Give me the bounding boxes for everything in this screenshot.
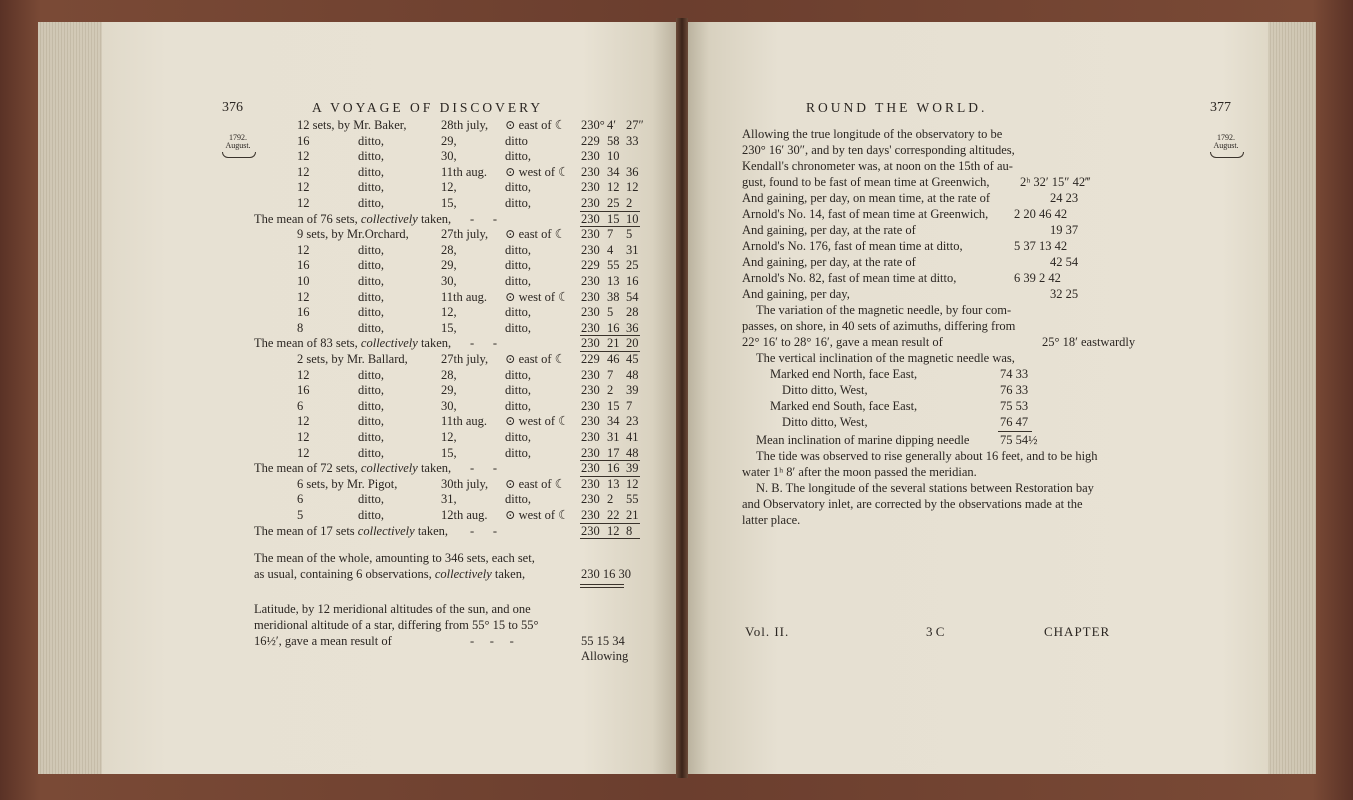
table-cell-minutes: 2: [607, 383, 614, 398]
table-cell-seconds: 12: [626, 180, 639, 195]
table-cell-minutes: 2: [607, 492, 614, 507]
table-cell-date: 12,: [441, 180, 457, 195]
table-cell-observation: ⊙ west of ☾: [505, 164, 570, 179]
group-mean-degrees: 230: [581, 461, 600, 476]
group-mean-minutes: 21: [607, 336, 620, 351]
text-value: 24 23: [1050, 191, 1079, 205]
table-cell-ditto: ditto,: [358, 133, 385, 148]
group-mean-dashes: - -: [470, 461, 498, 476]
table-cell-sets: 12: [297, 164, 310, 179]
table-cell-degrees: 230: [581, 227, 600, 242]
group-mean-dashes: - -: [470, 523, 498, 538]
table-cell-ditto: ditto,: [358, 164, 385, 179]
table-cell-sets: 12: [297, 242, 310, 257]
text-line: Ditto ditto, West,: [782, 383, 868, 397]
volume-number: Vol. II.: [745, 624, 790, 639]
group-mean-minutes: 15: [607, 211, 620, 226]
table-cell-seconds: 23: [626, 414, 639, 429]
table-cell-sets: 9 sets, by Mr.Orchard,: [297, 227, 409, 242]
table-cell-ditto: ditto,: [358, 492, 385, 507]
group-mean-label: The mean of 83 sets, collectively taken,: [254, 336, 452, 351]
left-side-month: August.: [225, 141, 251, 150]
whole-mean-value: 230 16 30: [581, 567, 631, 581]
table-cell-degrees: 230: [581, 430, 600, 444]
table-cell-observation: ditto,: [505, 398, 532, 413]
right-folio: 377: [1210, 100, 1231, 115]
whole-mean-line2: as usual, containing 6 observations, collectively taken,: [254, 567, 526, 581]
table-cell-observation: ditto,: [505, 274, 532, 288]
text-value: 19 37: [1050, 223, 1079, 237]
table-cell-ditto: ditto,: [358, 430, 385, 444]
left-page-edges: [38, 22, 102, 774]
table-cell-observation: ⊙ west of ☾: [505, 508, 570, 522]
text-line: And gaining, per day, at the rate of: [742, 223, 916, 237]
table-cell-minutes: 55: [607, 258, 620, 273]
latitude-line3: 16½′, gave a mean result of: [254, 634, 392, 648]
table-cell-sets: 2 sets, by Mr. Ballard,: [297, 352, 408, 366]
latitude-dashes: - - -: [470, 634, 514, 648]
group-mean-dashes: - -: [470, 211, 498, 226]
table-cell-sets: 16: [297, 258, 310, 273]
group-mean-label: The mean of 76 sets, collectively taken,: [254, 211, 452, 226]
table-cell-minutes: 34: [607, 414, 620, 429]
table-cell-minutes: 7: [607, 367, 614, 382]
table-cell-date: 29,: [441, 383, 457, 398]
book-gutter: [676, 18, 688, 778]
table-cell-minutes: 34: [607, 164, 620, 179]
table-cell-ditto: ditto,: [358, 149, 385, 164]
table-cell-date: 30,: [441, 149, 457, 164]
table-cell-sets: 12: [297, 149, 310, 164]
table-cell-seconds: 36: [626, 320, 639, 335]
group-mean-degrees: 230: [581, 211, 600, 226]
text-line: And gaining, per day, on mean time, at the rate of: [742, 191, 991, 205]
table-cell-date: 27th july,: [441, 227, 489, 242]
table-cell-ditto: ditto,: [358, 196, 385, 210]
right-running-head: ROUND THE WORLD.: [806, 100, 988, 115]
table-cell-observation: ditto,: [505, 196, 532, 210]
group-mean-label: The mean of 17 sets collectively taken,: [254, 523, 449, 538]
group-mean-seconds: 20: [626, 336, 639, 351]
table-cell-ditto: ditto,: [358, 445, 385, 460]
table-cell-seconds: 39: [626, 383, 639, 398]
table-cell-degrees: 229: [581, 133, 600, 148]
table-cell-degrees: 230: [581, 274, 600, 288]
table-cell-minutes: 13: [607, 274, 620, 288]
table-cell-observation: ditto,: [505, 180, 532, 195]
table-cell-minutes: 46: [607, 352, 620, 366]
table-cell-observation: ditto,: [505, 430, 532, 444]
table-cell-sets: 16: [297, 305, 310, 320]
table-cell-degrees: 230: [581, 476, 600, 491]
table-cell-seconds: 27″: [626, 118, 644, 132]
table-cell-date: 15,: [441, 196, 457, 210]
text-value: 5 37 13 42: [1014, 239, 1068, 253]
table-cell-degrees: 230: [581, 445, 600, 460]
text-line: Arnold's No. 82, fast of mean time at ditto,: [742, 271, 957, 285]
table-cell-observation: ditto,: [505, 492, 532, 507]
table-cell-degrees: 230: [581, 289, 600, 304]
table-cell-observation: ditto,: [505, 320, 532, 335]
right-page-edges: [1268, 22, 1316, 774]
text-line: passes, on shore, in 40 sets of azimuths, differing from: [742, 319, 1016, 333]
table-cell-ditto: ditto,: [358, 305, 385, 320]
table-rule: [580, 538, 640, 539]
table-cell-degrees: 230: [581, 164, 600, 179]
table-cell-date: 11th aug.: [441, 414, 488, 429]
table-cell-minutes: 10: [607, 149, 620, 164]
signature-mark: 3 C: [926, 624, 945, 639]
table-cell-observation: ditto,: [505, 242, 532, 257]
table-cell-ditto: ditto,: [358, 274, 385, 288]
table-cell-degrees: 230: [581, 320, 600, 335]
table-cell-ditto: ditto,: [358, 242, 385, 257]
latitude-line2: meridional altitude of a star, differing from 55° 15 to 55°: [254, 618, 539, 632]
table-cell-sets: 6 sets, by Mr. Pigot,: [297, 476, 398, 491]
table-cell-ditto: ditto,: [358, 508, 385, 522]
text-line: The variation of the magnetic needle, by four com-: [756, 303, 1012, 317]
table-cell-sets: 12: [297, 289, 310, 304]
table-cell-sets: 8: [297, 320, 304, 335]
table-cell-seconds: 21: [626, 508, 639, 522]
table-cell-date: 30th july,: [441, 476, 489, 491]
text-line: Arnold's No. 176, fast of mean time at ditto,: [742, 239, 963, 253]
text-value: 2ʰ 32′ 15″ 42‴: [1020, 175, 1091, 189]
table-cell-minutes: 4′: [607, 118, 616, 132]
text-line: latter place.: [742, 513, 801, 527]
table-cell-seconds: 28: [626, 305, 639, 320]
table-cell-sets: 12: [297, 367, 310, 382]
table-cell-minutes: 7: [607, 227, 614, 242]
table-cell-seconds: 41: [626, 430, 639, 444]
text-line: N. B. The longitude of the several stations between Restoration bay: [756, 481, 1094, 495]
table-cell-degrees: 229: [581, 258, 600, 273]
table-cell-sets: 12: [297, 445, 310, 460]
text-value: 32 25: [1050, 287, 1079, 301]
table-cell-seconds: 36: [626, 164, 639, 179]
table-cell-minutes: 17: [607, 445, 620, 460]
table-cell-seconds: 33: [626, 133, 639, 148]
table-cell-seconds: 45: [626, 352, 639, 366]
group-mean-degrees: 230: [581, 523, 600, 538]
text-line: Mean inclination of marine dipping needle: [756, 433, 970, 447]
group-mean-minutes: 12: [607, 523, 620, 538]
table-cell-degrees: 230: [581, 367, 600, 382]
left-catchword: Allowing: [581, 649, 629, 663]
text-line: gust, found to be fast of mean time at Greenwich,: [742, 175, 990, 189]
table-cell-degrees: 230: [581, 196, 600, 210]
table-cell-minutes: 38: [607, 289, 620, 304]
table-cell-observation: ⊙ east of ☾: [505, 118, 566, 132]
text-line: And gaining, per day,: [742, 287, 850, 301]
table-cell-sets: 12: [297, 196, 310, 210]
right-catchword: CHAPTER: [1044, 624, 1111, 639]
table-cell-seconds: 12: [626, 476, 639, 491]
table-cell-seconds: 54: [626, 289, 639, 304]
table-cell-seconds: 7: [626, 398, 633, 413]
table-cell-ditto: ditto,: [358, 398, 385, 413]
text-line: The vertical inclination of the magnetic needle was,: [756, 351, 1015, 365]
table-cell-sets: 6: [297, 398, 304, 413]
table-cell-observation: ditto,: [505, 258, 532, 273]
table-cell-date: 31,: [441, 492, 457, 507]
table-cell-date: 29,: [441, 133, 457, 148]
table-cell-observation: ditto,: [505, 305, 532, 320]
table-cell-date: 11th aug.: [441, 289, 488, 304]
text-value: 6 39 2 42: [1014, 271, 1061, 285]
table-cell-date: 27th july,: [441, 352, 489, 366]
text-line: Kendall's chronometer was, at noon on the 15th of au-: [742, 159, 1013, 173]
table-cell-date: 15,: [441, 320, 457, 335]
table-cell-degrees: 230: [581, 305, 600, 320]
table-cell-degrees: 230: [581, 414, 600, 429]
whole-mean-rule-2: [580, 587, 624, 588]
table-cell-date: 28,: [441, 367, 457, 382]
table-cell-ditto: ditto,: [358, 367, 385, 382]
group-mean-label: The mean of 72 sets, collectively taken,: [254, 461, 452, 476]
right-side-bracket: [1210, 152, 1244, 158]
table-cell-date: 29,: [441, 258, 457, 273]
table-cell-sets: 6: [297, 492, 304, 507]
table-cell-ditto: ditto,: [358, 320, 385, 335]
group-mean-seconds: 8: [626, 523, 633, 538]
table-cell-degrees: 230: [581, 398, 600, 413]
text-value: 74 33: [1000, 367, 1029, 381]
group-mean-seconds: 39: [626, 461, 639, 476]
text-line: Allowing the true longitude of the observatory to be: [742, 127, 1003, 141]
table-cell-date: 28,: [441, 242, 457, 257]
table-cell-observation: ⊙ east of ☾: [505, 476, 566, 491]
text-value: 75 53: [1000, 399, 1029, 413]
whole-mean-rule-1: [580, 584, 624, 585]
table-cell-ditto: ditto,: [358, 289, 385, 304]
latitude-line1: Latitude, by 12 meridional altitudes of the sun, and one: [254, 602, 531, 616]
left-running-head: A VOYAGE OF DISCOVERY: [312, 100, 544, 115]
table-cell-degrees: 230: [581, 149, 600, 164]
left-folio: 376: [222, 100, 243, 115]
table-cell-minutes: 15: [607, 398, 620, 413]
table-cell-observation: ⊙ east of ☾: [505, 227, 566, 242]
left-side-year: 1792.: [229, 133, 247, 142]
table-cell-observation: ditto,: [505, 445, 532, 460]
table-cell-seconds: 55: [626, 492, 639, 507]
table-cell-minutes: 58: [607, 133, 620, 148]
table-cell-minutes: 16: [607, 320, 620, 335]
table-cell-date: 30,: [441, 398, 457, 413]
table-cell-minutes: 4: [607, 242, 614, 257]
table-cell-degrees: 229: [581, 352, 600, 366]
table-cell-sets: 16: [297, 133, 310, 148]
table-cell-ditto: ditto,: [358, 383, 385, 398]
table-cell-ditto: ditto,: [358, 258, 385, 273]
table-cell-degrees: 230: [581, 180, 600, 195]
table-cell-date: 12th aug.: [441, 508, 488, 522]
whole-mean-line1: The mean of the whole, amounting to 346 sets, each set,: [254, 551, 535, 565]
table-cell-seconds: 5: [626, 227, 633, 242]
text-line: The tide was observed to rise generally about 16 feet, and to be high: [756, 449, 1098, 463]
table-cell-date: 12,: [441, 430, 457, 444]
table-cell-observation: ditto,: [505, 367, 532, 382]
text-value: 75 54½: [1000, 433, 1038, 447]
table-cell-observation: ⊙ west of ☾: [505, 414, 570, 429]
text-line: 22° 16′ to 28° 16′, gave a mean result of: [742, 335, 943, 349]
table-cell-minutes: 31: [607, 430, 620, 444]
text-line: and Observatory inlet, are corrected by the observations made at the: [742, 497, 1083, 511]
table-cell-degrees: 230: [581, 492, 600, 507]
table-cell-observation: ditto,: [505, 383, 532, 398]
table-cell-date: 15,: [441, 445, 457, 460]
group-mean-dashes: - -: [470, 336, 498, 351]
table-cell-sets: 10: [297, 274, 310, 288]
table-cell-minutes: 22: [607, 508, 620, 522]
text-value: 42 54: [1050, 255, 1079, 269]
group-mean-seconds: 10: [626, 211, 639, 226]
text-line: water 1ʰ 8′ after the moon passed the meridian.: [742, 465, 977, 479]
text-line: 230° 16′ 30″, and by ten days' corresponding altitudes,: [742, 143, 1015, 157]
text-line: Arnold's No. 14, fast of mean time at Greenwich,: [742, 207, 989, 221]
table-cell-sets: 12 sets, by Mr. Baker,: [297, 118, 407, 132]
group-mean-minutes: 16: [607, 461, 620, 476]
table-cell-degrees: 230: [581, 383, 600, 398]
text-value: 2 20 46 42: [1014, 207, 1068, 221]
left-side-bracket: [222, 152, 256, 158]
text-line: Marked end South, face East,: [770, 399, 918, 413]
table-cell-date: 28th july,: [441, 118, 489, 132]
table-cell-degrees: 230: [581, 508, 600, 522]
text-line: And gaining, per day, at the rate of: [742, 255, 916, 269]
table-cell-observation: ditto: [505, 133, 528, 148]
table-cell-seconds: 48: [626, 367, 639, 382]
text-value: 25° 18′ eastwardly: [1042, 335, 1136, 349]
table-cell-minutes: 13: [607, 476, 620, 491]
table-cell-sets: 12: [297, 414, 310, 429]
table-cell-minutes: 25: [607, 196, 620, 210]
table-cell-sets: 5: [297, 508, 304, 522]
table-cell-ditto: ditto,: [358, 180, 385, 195]
right-side-month: August.: [1213, 141, 1239, 150]
table-cell-observation: ⊙ east of ☾: [505, 352, 566, 366]
table-cell-sets: 12: [297, 180, 310, 195]
table-cell-seconds: 31: [626, 242, 639, 257]
table-cell-observation: ditto,: [505, 149, 532, 164]
table-cell-seconds: 48: [626, 445, 639, 460]
table-cell-minutes: 12: [607, 180, 620, 195]
group-mean-degrees: 230: [581, 336, 600, 351]
table-cell-sets: 16: [297, 383, 310, 398]
table-cell-degrees: 230°: [581, 118, 605, 132]
table-cell-degrees: 230: [581, 242, 600, 257]
table-cell-seconds: 2: [626, 196, 633, 210]
table-cell-seconds: 25: [626, 258, 639, 273]
text-value: 76 33: [1000, 383, 1029, 397]
table-cell-date: 11th aug.: [441, 164, 488, 179]
table-cell-observation: ⊙ west of ☾: [505, 289, 570, 304]
text-value: 76 47: [1000, 415, 1029, 429]
right-side-year: 1792.: [1217, 133, 1235, 142]
latitude-value: 55 15 34: [581, 634, 625, 648]
table-cell-date: 30,: [441, 274, 457, 288]
text-line: Ditto ditto, West,: [782, 415, 868, 429]
table-cell-minutes: 5: [607, 305, 614, 320]
table-cell-date: 12,: [441, 305, 457, 320]
table-cell-sets: 12: [297, 430, 310, 444]
table-cell-ditto: ditto,: [358, 414, 385, 429]
table-cell-seconds: 16: [626, 274, 639, 288]
text-line: Marked end North, face East,: [770, 367, 918, 381]
